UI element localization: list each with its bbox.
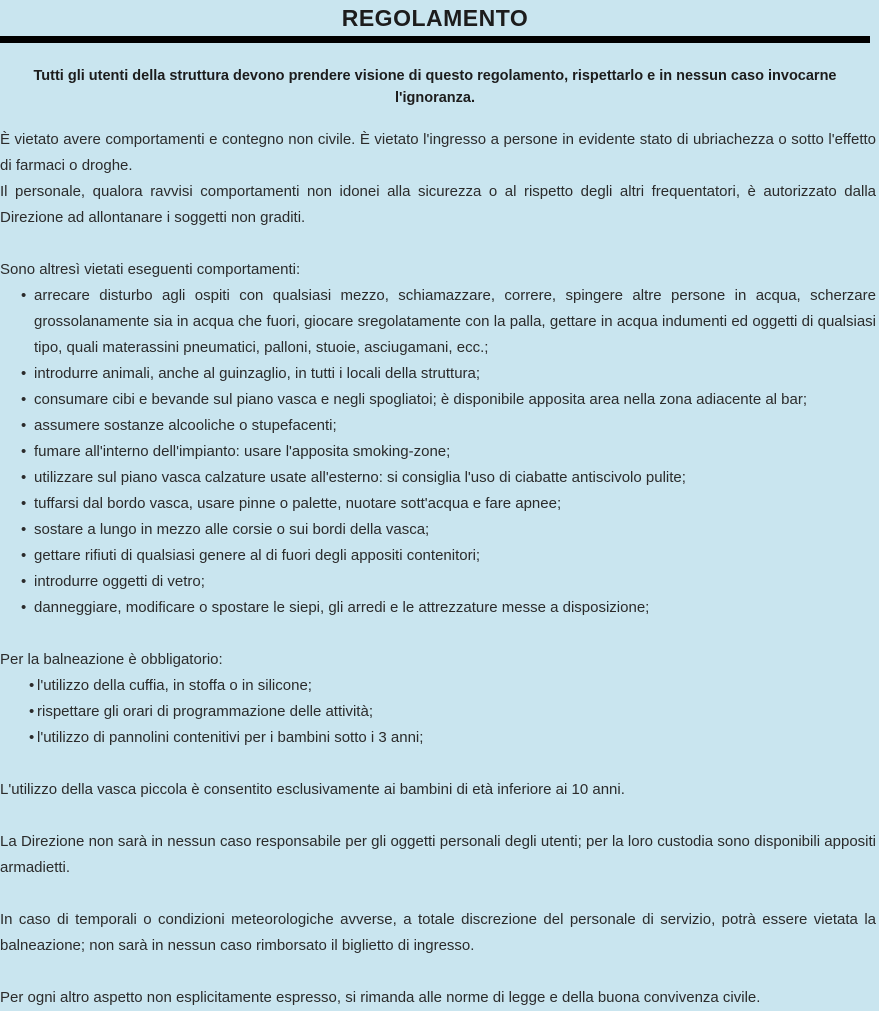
page-title: REGOLAMENTO [341, 5, 529, 31]
list-item-text: assumere sostanze alcooliche o stupefacenti; [34, 417, 337, 434]
list-item [0, 543, 876, 569]
spacer [0, 803, 870, 829]
mandatory-requirements-list [0, 673, 870, 751]
bullet-icon: • [21, 547, 27, 564]
paragraph-conduct: È vietato avere comportamenti e contegno non civile. È vietato l'ingresso a persone in evidente stato di ubriachezza o sotto l'effetto di farmaci o droghe. [0, 131, 876, 174]
bullet-icon: • [21, 443, 27, 460]
paragraph-weather: In caso di temporali o condizioni meteorologiche avverse, a totale discrezione del personale di servizio, potrà essere vietata la balneazione; non sarà in nessun caso rimborsato il biglietto di ingresso. [0, 911, 876, 954]
paragraph-staff-authority: Il personale, qualora ravvisi comportamenti non idonei alla sicurezza o al rispetto degli altri frequentatori, è autorizzato dalla Direzione ad allontanare i soggetti non graditi. [0, 183, 876, 226]
list-item-text: sostare a lungo in mezzo alle corsie o sui bordi della vasca; [34, 521, 430, 538]
list-item [0, 413, 876, 439]
list-item-text: utilizzare sul piano vasca calzature usate all'esterno: si consiglia l'uso di ciabatte antiscivolo pulite; [34, 469, 686, 486]
list-item [0, 569, 876, 595]
list-item [0, 387, 876, 413]
spacer [0, 751, 870, 777]
prohibited-heading: Sono altresì vietati eseguenti comportamenti: [0, 261, 301, 278]
list-item-text: rispettare gli orari di programmazione delle attività; [37, 703, 373, 720]
list-item-text: gettare rifiuti di qualsiasi genere al di fuori degli appositi contenitori; [34, 547, 481, 564]
spacer [0, 881, 870, 907]
bullet-icon: • [21, 573, 27, 590]
list-item [0, 595, 876, 621]
bullet-icon: • [21, 599, 27, 616]
mandatory-heading: Per la balneazione è obbligatorio: [0, 651, 223, 668]
list-item [0, 673, 879, 699]
title-divider-rule [0, 36, 870, 43]
bullet-icon: • [21, 521, 27, 538]
list-item-text: consumare cibi e bevande sul piano vasca e negli spogliatoi; è disponibile apposita area nella zona adiacente al bar; [34, 391, 808, 408]
list-item-text: fumare all'interno dell'impianto: usare l'apposita smoking-zone; [34, 443, 451, 460]
paragraph-closing: Per ogni altro aspetto non esplicitamente espresso, si rimanda alle norme di legge e della buona convivenza civile. [0, 989, 761, 1006]
list-item [0, 283, 876, 361]
list-item-text: tuffarsi dal bordo vasca, usare pinne o palette, nuotare sott'acqua e fare apnee; [34, 495, 562, 512]
spacer [0, 621, 870, 647]
intro-statement: Tutti gli utenti della struttura devono prendere visione di questo regolamento, rispettarlo e in nessun caso invocarne l'ignoranza. [33, 68, 837, 106]
list-item [0, 699, 879, 725]
list-item-text: arrecare disturbo agli ospiti con qualsiasi mezzo, schiamazzare, correre, spingere altre persone in acqua, scherzare grossolanamente sia in acqua che fuori, giocare sregolatamente con la palla, gettare in acqua indumenti ed oggetti di qualsiasi tipo, quali materassini pneumatici, palloni, stuoie, asciugamani, ecc.; [34, 287, 876, 356]
list-item [0, 361, 876, 387]
paragraph-liability: La Direzione non sarà in nessun caso responsabile per gli oggetti personali degli utenti; per la loro custodia sono disponibili appositi armadietti. [0, 833, 876, 876]
bullet-icon: • [29, 677, 35, 694]
list-item-text: l'utilizzo della cuffia, in stoffa o in silicone; [37, 677, 312, 694]
list-item-text: l'utilizzo di pannolini contenitivi per i bambini sotto i 3 anni; [37, 729, 424, 746]
list-item [0, 465, 876, 491]
list-item [0, 439, 876, 465]
prohibited-behaviours-list [0, 283, 876, 621]
bullet-icon: • [29, 703, 35, 720]
document-body [0, 109, 876, 1011]
list-item [0, 517, 876, 543]
list-item [0, 725, 879, 751]
spacer [0, 959, 870, 985]
list-item-text: danneggiare, modificare o spostare le siepi, gli arredi e le attrezzature messe a disposizione; [34, 599, 650, 616]
bullet-icon: • [21, 495, 27, 512]
paragraph-small-pool: L'utilizzo della vasca piccola è consentito esclusivamente ai bambini di età inferiore ai 10 anni. [0, 781, 625, 798]
bullet-icon: • [21, 469, 27, 486]
bullet-icon: • [21, 417, 27, 434]
list-item [0, 491, 876, 517]
bullet-icon: • [21, 287, 27, 304]
bullet-icon: • [21, 365, 27, 382]
list-item-text: introdurre oggetti di vetro; [34, 573, 205, 590]
bullet-icon: • [29, 729, 35, 746]
spacer [0, 231, 870, 257]
list-item-text: introdurre animali, anche al guinzaglio, in tutti i locali della struttura; [34, 365, 481, 382]
bullet-icon: • [21, 391, 27, 408]
